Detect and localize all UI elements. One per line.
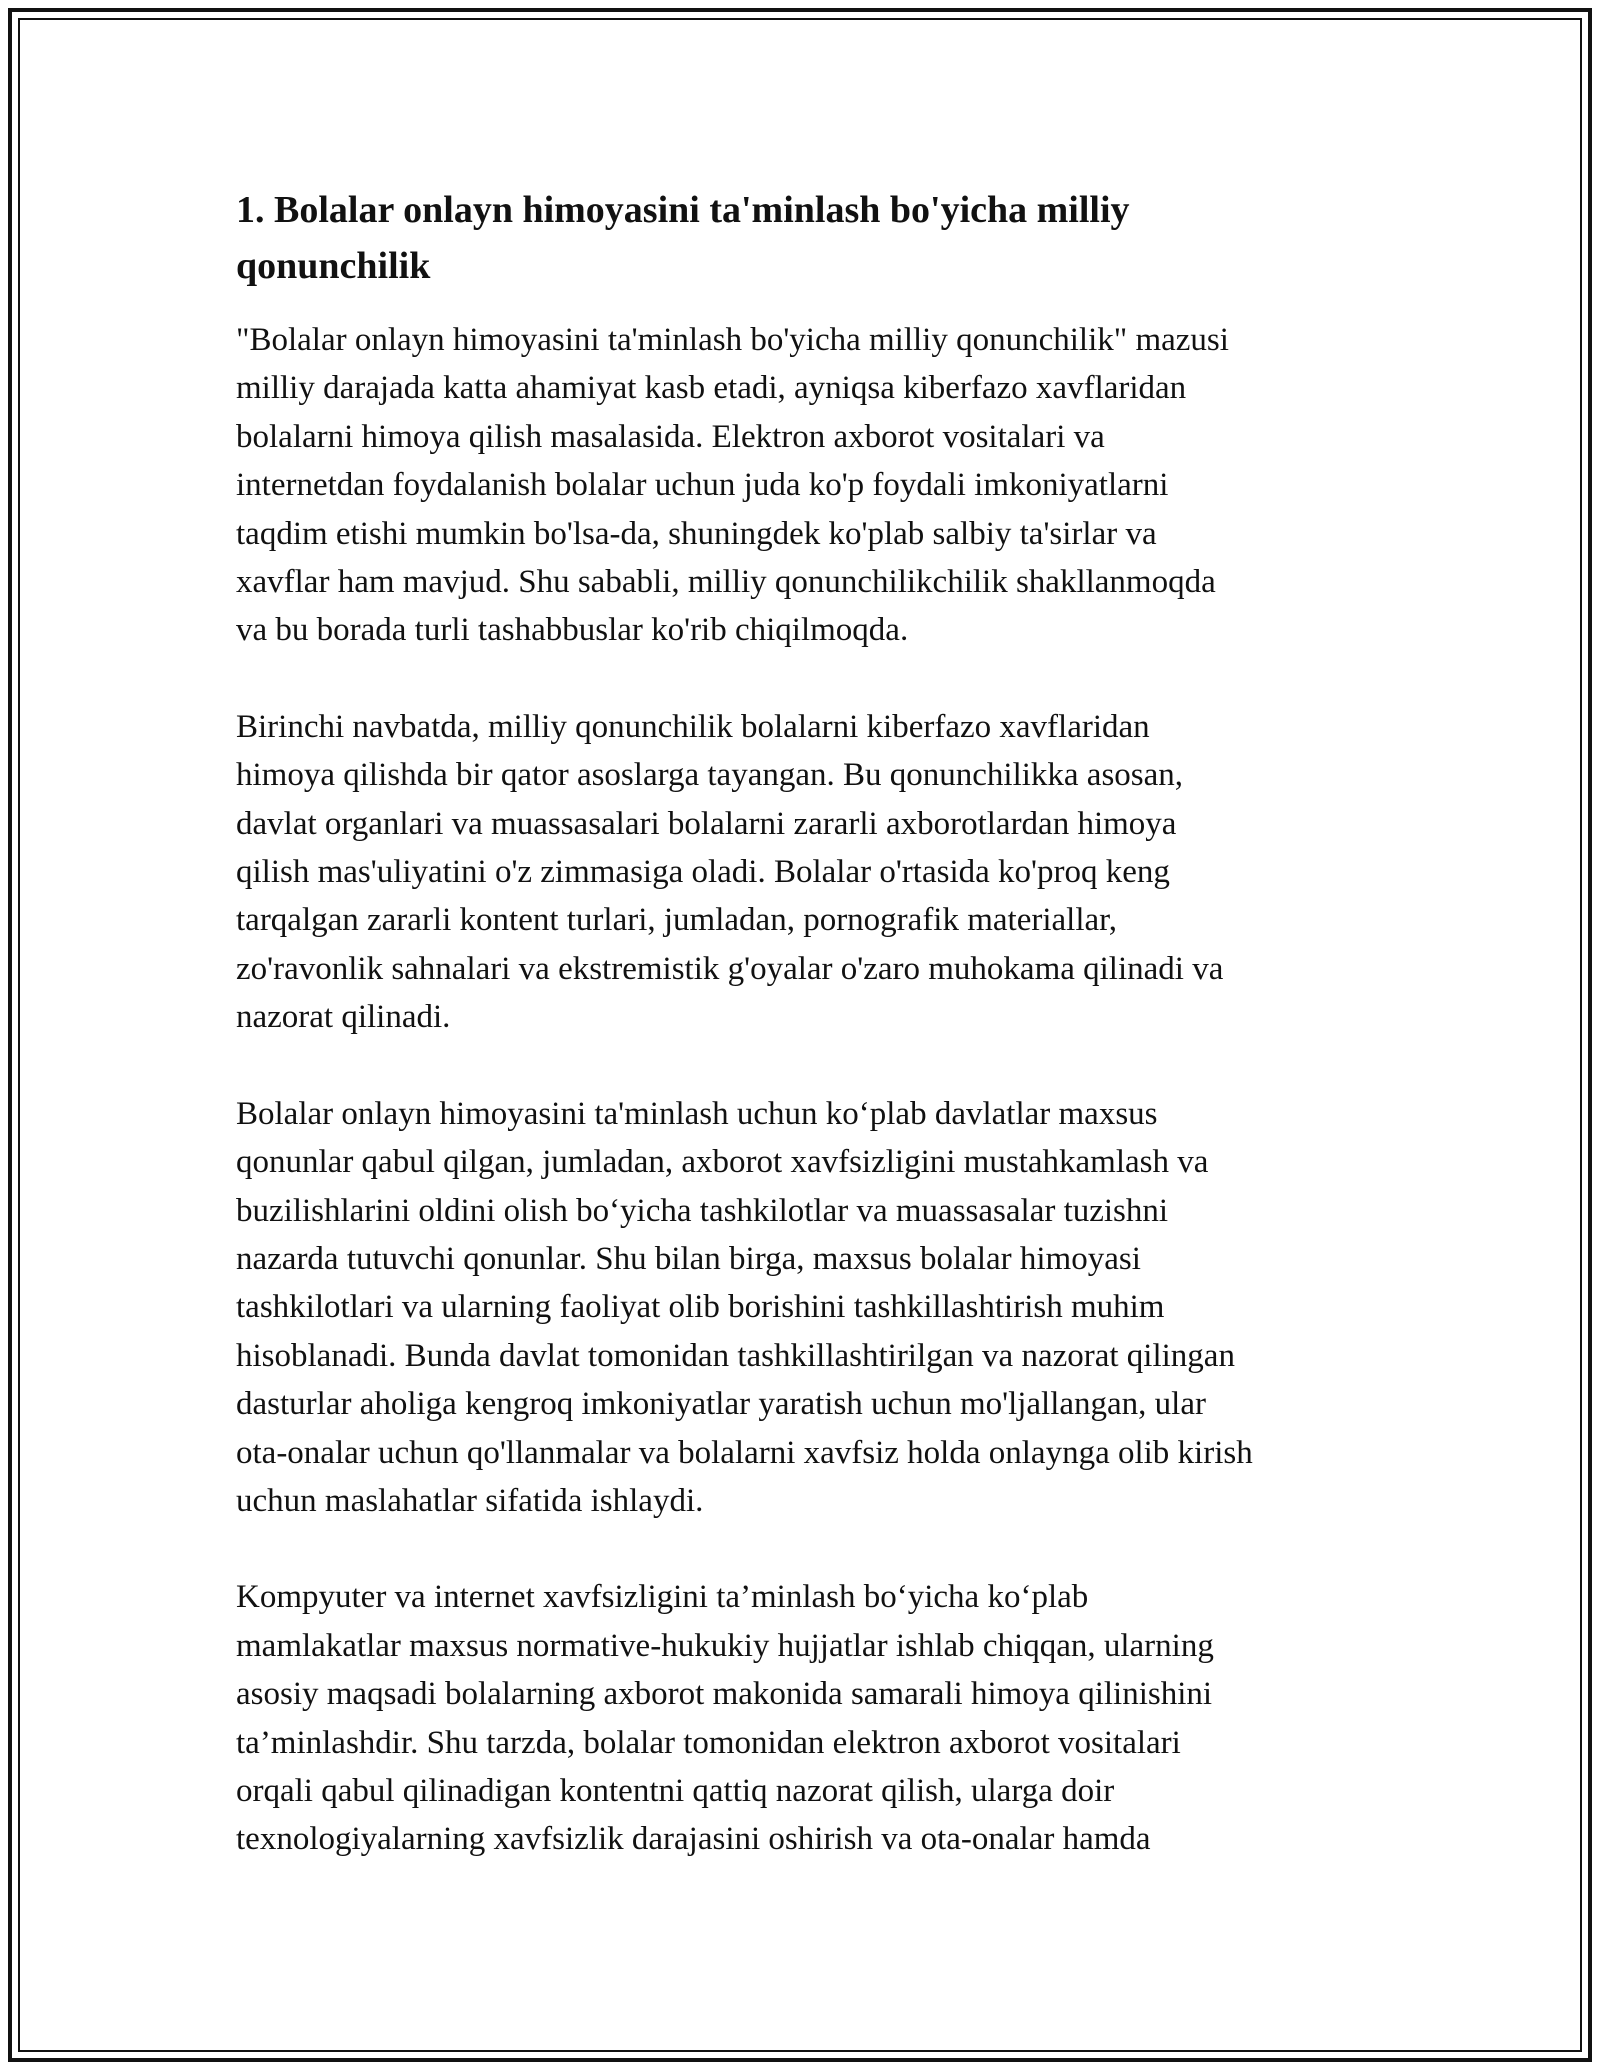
paragraph-line: hisoblanadi. Bunda davlat tomonidan tashkillashtirilgan va nazorat qilingan (236, 1337, 1235, 1374)
paragraph (236, 1573, 1376, 1863)
paragraph-line: ta’minlashdir. Shu tarzda, bolalar tomonidan elektron axborot vositalari (236, 1724, 1181, 1761)
paragraph-line: buzilishlarini oldini olish bo‘yicha tashkilotlar va muassasalar tuzishni (236, 1192, 1169, 1229)
paragraph-line: Birinchi navbatda, milliy qonunchilik bolalarni kiberfazo xavflaridan (236, 708, 1150, 745)
paragraph-line: bolalarni himoya qilish masalasida. Elektron axborot vositalari va (236, 418, 1105, 455)
paragraph-line: uchun maslahatlar sifatida ishlaydi. (236, 1482, 704, 1519)
paragraph (236, 703, 1376, 1042)
paragraph-line: tarqalgan zararli kontent turlari, jumladan, pornografik materiallar, (236, 902, 1118, 939)
paragraph-line: qilish mas'uliyatini o'z zimmasiga oladi. Bolalar o'rtasida ko'proq keng (236, 854, 1170, 891)
paragraph-line: orqali qabul qilinadigan kontentni qattiq nazorat qilish, ularga doir (236, 1772, 1115, 1809)
paragraph-line: asosiy maqsadi bolalarning axborot makonida samarali himoya qilinishini (236, 1676, 1213, 1713)
paragraph-line: tashkilotlari va ularning faoliyat olib borishini tashkillashtirish muhim (236, 1289, 1165, 1326)
paragraph-line: ota-onalar uchun qo'llanmalar va bolalarni xavfsiz holda onlaynga olib kirish (236, 1434, 1253, 1471)
paragraph-line: nazarda tutuvchi qonunlar. Shu bilan birga, maxsus bolalar himoyasi (236, 1240, 1141, 1277)
paragraph-line: Kompyuter va internet xavfsizligini ta’minlash bo‘yicha ko‘plab (236, 1579, 1089, 1616)
paragraph (236, 316, 1376, 655)
paragraph (236, 1090, 1376, 1526)
paragraph-line: himoya qilishda bir qator asoslarga tayangan. Bu qonunchilikka asosan, (236, 757, 1184, 794)
paragraph-line: texnologiyalarning xavfsizlik darajasini oshirish va ota-onalar hamda (236, 1821, 1151, 1858)
paragraph-line: dasturlar aholiga kengroq imkoniyatlar yaratish uchun mo'ljallangan, ular (236, 1386, 1206, 1423)
paragraph-line: nazorat qilinadi. (236, 999, 451, 1036)
paragraph-line: mamlakatlar maxsus normative-hukukiy hujjatlar ishlab chiqqan, ularning (236, 1627, 1214, 1664)
paragraph-line: zo'ravonlik sahnalari va ekstremistik g'oyalar o'zaro muhokama qilinadi va (236, 950, 1224, 987)
paragraph-line: qonunlar qabul qilgan, jumladan, axborot xavfsizligini mustahkamlash va (236, 1144, 1209, 1181)
document-body (236, 182, 1376, 1912)
paragraph-list (236, 316, 1376, 1864)
paragraph-line: "Bolalar onlayn himoyasini ta'minlash bo'yicha milliy qonunchilik" mazusi (236, 322, 1229, 358)
section-heading: 1. Bolalar onlayn himoyasini ta'minlash bo'yicha milliy qonunchilik (236, 189, 1130, 287)
paragraph-line: xavflar ham mavjud. Shu sababli, milliy qonunchilikchilik shakllanmoqda (236, 564, 1216, 601)
paragraph-line: taqdim etishi mumkin bo'lsa-da, shuningdek ko'plab salbiy ta'sirlar va (236, 515, 1157, 552)
paragraph-line: va bu borada turli tashabbuslar ko'rib chiqilmoqda. (236, 612, 909, 649)
paragraph-line: davlat organlari va muassasalari bolalarni zararli axborotlardan himoya (236, 805, 1177, 842)
paragraph-line: Bolalar onlayn himoyasini ta'minlash uchun ko‘plab davlatlar maxsus (236, 1095, 1158, 1132)
paragraph-line: milliy darajada katta ahamiyat kasb etadi, ayniqsa kiberfazo xavflaridan (236, 370, 1187, 407)
paragraph-line: internetdan foydalanish bolalar uchun juda ko'p foydali imkoniyatlarni (236, 467, 1169, 504)
